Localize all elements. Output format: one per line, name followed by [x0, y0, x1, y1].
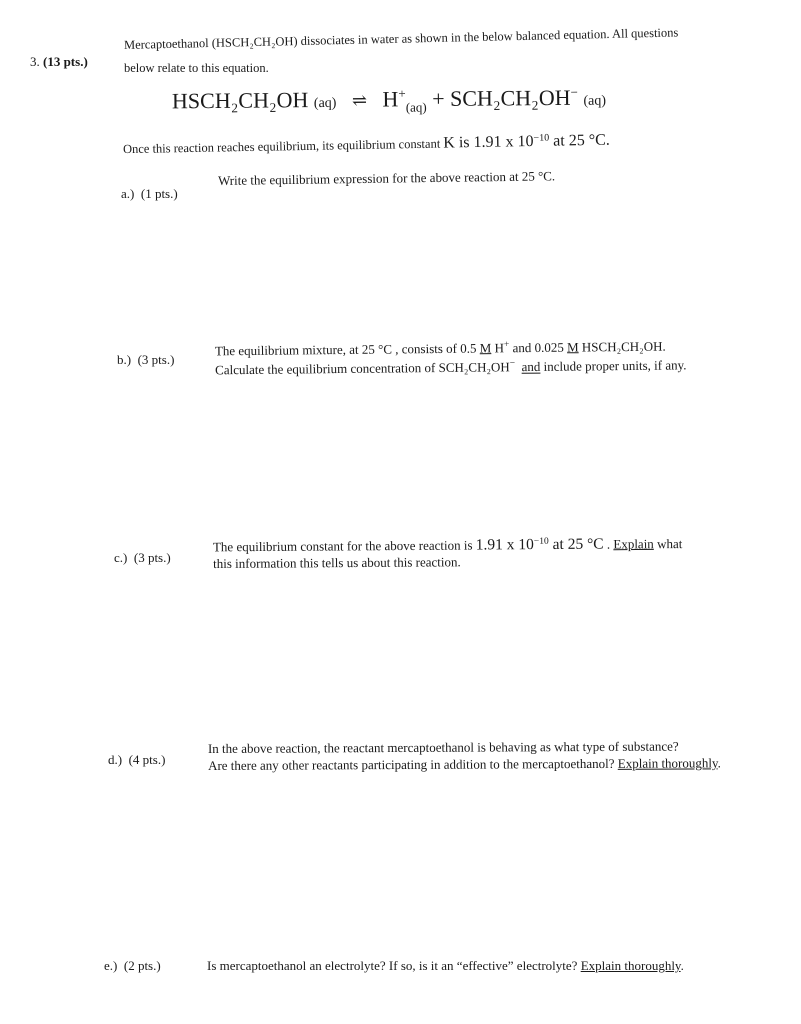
part-d-line-2-a: Are there any other reactants participating in addition to the mercaptoethanol?	[208, 755, 618, 773]
part-c-line-1-b: at 25 °C	[548, 535, 604, 553]
part-d-letter: d.)	[108, 752, 123, 767]
equilibrium-statement-is: is	[454, 134, 474, 152]
equilibrium-statement	[123, 132, 610, 159]
part-b-line-2-a: Calculate the equilibrium concentration of SCH₂CH₂OH	[215, 359, 510, 378]
part-b-text	[215, 335, 687, 379]
part-c-line-2: this information this tells us about this reaction.	[213, 554, 461, 572]
part-c-line-1-a: The equilibrium constant for the above reaction is	[212, 537, 476, 555]
part-e-points: (2 pts.)	[123, 958, 161, 973]
part-d-explain: Explain thoroughly	[617, 755, 718, 771]
question-number-label: 3.	[30, 54, 40, 69]
part-d-points: (4 pts.)	[128, 752, 166, 767]
part-e-explain: Explain thoroughly	[580, 958, 681, 973]
part-a-letter: a.)	[121, 186, 135, 201]
k-value: 1.91 x 10	[473, 132, 534, 152]
part-a-text: Write the equilibrium expression for the above reaction at 25 °C.	[217, 168, 556, 188]
part-d-line-2-b: .	[717, 755, 721, 771]
equation-product-1-charge: +	[398, 85, 406, 102]
part-e-text	[207, 957, 684, 974]
part-e-label	[104, 958, 161, 974]
part-c-text	[213, 533, 683, 573]
balanced-equation	[172, 84, 606, 118]
part-c-value: 1.91 x 10	[475, 536, 534, 554]
equation-reactant: HSCH₂CH₂OH	[171, 87, 309, 114]
part-d-text	[208, 737, 721, 774]
part-b-line-1-a: The equilibrium mixture, at 25 °C , consists of 0.5	[214, 340, 480, 359]
equation-plus: +	[432, 85, 445, 112]
part-d-line-2	[208, 754, 721, 774]
part-c-explain: Explain	[613, 536, 654, 552]
equation-reactant-state: (aq)	[313, 95, 337, 112]
part-a-label	[121, 186, 178, 202]
equilibrium-statement-prefix: Once this reaction reaches equilibrium, its equilibrium constant	[122, 136, 444, 157]
molar-unit-2: M	[566, 339, 579, 355]
equation-product-2: SCH₂CH₂OH	[449, 84, 571, 111]
equilibrium-statement-suffix: at 25 °C.	[549, 131, 610, 150]
part-d-label	[108, 752, 165, 768]
part-a-points: (1 pts.)	[140, 186, 178, 201]
part-b-line-1-b: H	[491, 340, 504, 356]
equation-product-2-charge: −	[570, 84, 578, 100]
part-d-line-1: In the above reaction, the reactant mercaptoethanol is behaving as what type of substance?	[207, 738, 679, 756]
part-e-letter: e.)	[104, 958, 118, 973]
part-e-text-b: .	[680, 958, 684, 973]
equation-product-1: H	[382, 86, 399, 112]
part-c-points: (3 pts.)	[133, 550, 171, 565]
k-exponent: −10	[533, 132, 550, 144]
part-b-letter: b.)	[117, 352, 132, 367]
part-c-label	[114, 550, 171, 566]
molar-unit-1: M	[479, 340, 492, 356]
part-b-points: (3 pts.)	[137, 352, 175, 367]
part-c-letter: c.)	[114, 550, 128, 565]
equation-product-1-state: (aq)	[405, 99, 427, 115]
part-e-text-a: Is mercaptoethanol an electrolyte? If so, is it an “effective” electrolyte?	[207, 958, 581, 973]
equilibrium-arrow: ⇌	[351, 90, 368, 111]
part-b-and: and	[521, 359, 541, 375]
part-b-line-2-sup: −	[509, 359, 516, 370]
intro-line-1: Mercaptoethanol (HSCH₂CH₂OH) dissociates in water as shown in the below balanced equation. All questions	[123, 25, 679, 52]
part-b-line-1-d: HSCH₂CH₂OH.	[578, 338, 666, 355]
part-b-line-2-b: include proper units, if any.	[540, 357, 687, 375]
part-b-line-1-c: and 0.025	[509, 339, 568, 356]
part-b-label	[117, 352, 174, 368]
question-points: (13 pts.)	[43, 54, 88, 69]
part-c-line-1	[213, 533, 682, 556]
question-number	[30, 54, 88, 70]
intro-line-2: below relate to this equation.	[124, 61, 269, 75]
part-c-line-1-d: what	[653, 536, 683, 552]
part-c-line-1-c: .	[603, 536, 614, 552]
k-symbol: K	[443, 134, 456, 152]
equation-product-2-state: (aq)	[583, 93, 607, 109]
part-b-line-2	[215, 354, 687, 378]
part-b-line-1-sup: +	[503, 339, 510, 350]
part-c-exponent: −10	[533, 536, 549, 547]
